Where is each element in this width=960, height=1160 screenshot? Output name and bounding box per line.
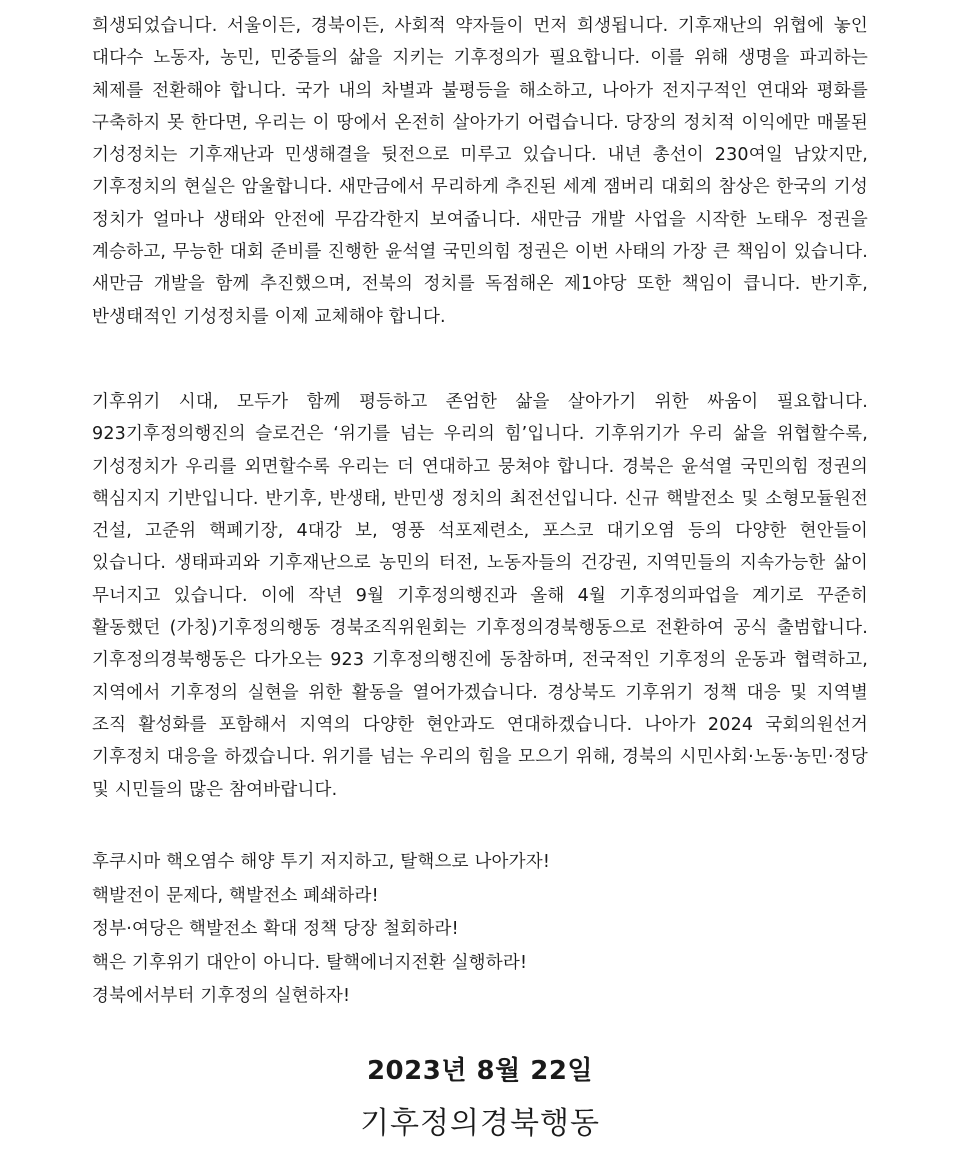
statement-paragraph-2: 기후위기 시대, 모두가 함께 평등하고 존엄한 삶을 살아가기 위한 싸움이 필요합니다. 923기후정의행진의 슬로건은 ‘위기를 넘는 우리의 힘’입니다. 기후위기가 우리 삶을 위협할수록, 기성정치가 우리를 외면할수록 우리는 더 연대하고 뭉쳐야 합니다. 경북은 윤석열 국민의힘 정권의 핵심지지 기반입니다. 반기후, 반생태, 반민생 정치의 최전선입니다. 신규 핵발전소 및 소형모듈원전 건설, 고준위 핵폐기장, 4대강 보, 영풍 석포제련소, 포스코 대기오염 등의 다양한 현안들이 있습니다. 생태파괴와 기후재난으로 농민의 터전, 노동자들의 건강권, 지역민들의 지속가능한 삶이 무너지고 있습니다. 이에 작년 9월 기후정의행진과 올해 4월 기후정의파업을 계기로 꾸준히 활동했던 (가칭)기후정의행동 경북조직위원회는 기후정의경북행동으로 전환하여 공식 출범합니다. 기후정의경북행동은 다가오는 923 기후정의행진에 동참하며, 전국적인 기후정의 운동과 협력하고, 지역에서 기후정의 실현을 위한 활동을 열어가겠습니다. 경상북도 기후위기 정책 대응 및 지역별 조직 활성화를 포함해서 지역의 다양한 현안과도 연대하겠습니다. 나아가 2024 국회의원선거 기후정치 대응을 하겠습니다. 위기를 넘는 우리의 힘을 모으기 위해, 경북의 시민사회·노동·농민·정당 및 시민들의 많은 참여바랍니다. [92,392,868,800]
slogan-list [92,846,868,1014]
slogan-item: 핵은 기후위기 대안이 아니다. 탈핵에너지전환 실행하라! [92,952,528,973]
slogan-item: 후쿠시마 핵오염수 해양 투기 저지하고, 탈핵으로 나아가자! [92,852,551,872]
slogan-item: 정부·여당은 핵발전소 확대 정책 당장 철회하라! [92,919,459,939]
organization-signature: 기후정의경북행동 [360,1106,600,1141]
slogan-item: 경북에서부터 기후정의 실현하자! [92,986,351,1006]
slogan-item: 핵발전이 문제다, 핵발전소 폐쇄하라! [92,885,379,906]
statement-date: 2023년 8월 22일 [366,1056,594,1086]
statement-paragraph-1: 희생되었습니다. 서울이든, 경북이든, 사회적 약자들이 먼저 희생됩니다. 기후재난의 위협에 놓인 대다수 노동자, 농민, 민중들의 삶을 지키는 기후정의가 필요합니다. 이를 위해 생명을 파괴하는 체제를 전환해야 합니다. 국가 내의 차별과 불평등을 해소하고, 나아가 전지구적인 연대와 평화를 구축하지 못 한다면, 우리는 이 땅에서 온전히 살아가기 어렵습니다. 당장의 정치적 이익에만 매몰된 기성정치는 기후재난과 민생해결을 뒷전으로 미루고 있습니다. 내년 총선이 230여일 남았지만, 기후정치의 현실은 암울합니다. 새만금에서 무리하게 추진된 세계 잼버리 대회의 참상은 한국의 기성 정치가 얼마나 생태와 안전에 무감각한지 보여줍니다. 새만금 개발 사업을 시작한 노태우 정권을 계승하고, 무능한 대회 준비를 진행한 윤석열 국민의힘 정권은 이번 사태의 가장 큰 책임이 있습니다. 새만금 개발을 함께 추진했으며, 전북의 정치를 독점해온 제1야당 또한 책임이 큽니다. 반기후, 반생태적인 기성정치를 이제 교체해야 합니다. [92,16,868,327]
